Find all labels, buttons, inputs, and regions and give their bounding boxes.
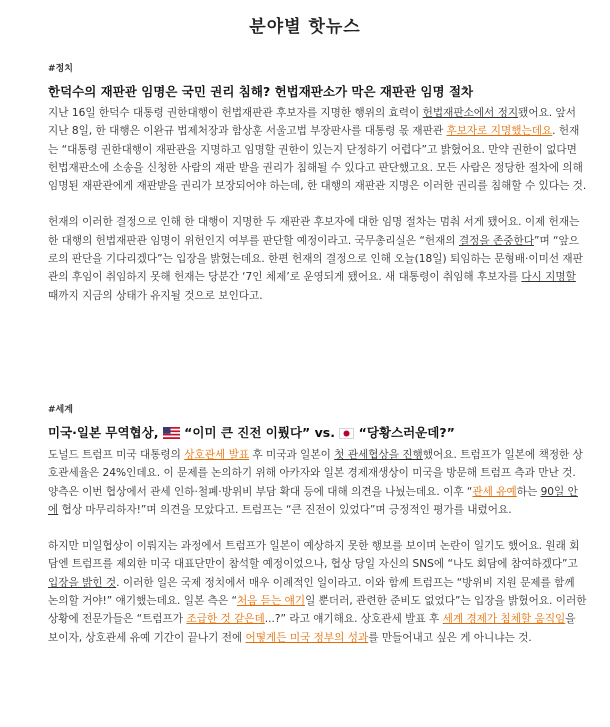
text-run: 헌재의 이러한 결정으로 인해 한 대행이 지명한 두 재판관 후보자에 대한 임명 절차는 멈춰 서게 됐어요. 이제 헌재는 한 대행의 헌법재판관 임명이 위헌인지 여부를 판단할 예정이라고. 국무총리실은 “헌재의 (48, 216, 580, 247)
section-world (48, 402, 588, 647)
text-run: 하지만 미일협상이 이뤄지는 과정에서 트럼프가 일본이 예상하지 못한 행보를 보이며 논란이 일기도 했어요. 원래 회담엔 트럼프를 제외한 미국 대표단만이 참석할 예정이었으나, 협상 당일 자신의 SNS에 “나도 회담에 참여하겠다”고 (48, 540, 580, 571)
text-run: 도널드 트럼프 미국 대통령의 (48, 449, 185, 461)
text-run: 하는 (516, 485, 541, 498)
section-politics (48, 61, 588, 305)
article-link[interactable]: 90일 안에 (48, 485, 578, 516)
text-run: 일 뿐더러, 관련한 준비도 없었다”는 입장을 밝혔어요. 이러한 상황에 전문가들은 “트럼프가 (48, 595, 587, 626)
article-link[interactable]: 결정을 존중한다 (458, 234, 534, 247)
article-headline (48, 423, 588, 442)
text-run: . 헌재는 “대통령 권한대행이 재판관을 지명하고 임명할 권한이 있는지 단정하기 어렵다”고 밝혔어요. 만약 권한이 없다면 헌법재판소에 소송을 신청한 사람의 재판 받을 권리가 침해될 수 있다고 판단했고요. 모든 사람은 정당한 절차에 의해 임명된 재판관에게 재판받을 권리가 보장되어야 하는데, 한 대행의 재판관 지명은 이러한 권리를 침해할 수 있다는 것. (48, 125, 587, 193)
highlight-link[interactable]: 세계 경제가 침체할 움직임 (442, 613, 566, 626)
text-run: 했어요. 트럼프가 일본에 책정한 상호관세율은 24%인데요. 이 문제를 논의하기 위해 아카자와 일본 경제재생상이 미국을 방문해 트럼프 측과 만난 것. 양측은 이번 협상에서 관세 인하·철폐·방위비 부담 확대 등에 대해 의견을 나눴는데요. 이후 “ (48, 449, 583, 498)
text-run: 지난 16일 한덕수 대통령 권한대행이 헌법재판관 후보자를 지명한 행위의 효력이 (48, 107, 423, 119)
text-run: ...?” 라고 얘기해요. 상호관세 발표 후 (264, 613, 443, 626)
highlight-link[interactable]: 상호관세 발표 (184, 449, 250, 461)
text-run: 를 만들어내고 싶은 게 아니냐는 것. (368, 631, 532, 644)
japan-flag-icon (339, 427, 354, 442)
article-link[interactable]: 다시 지명할 (521, 271, 576, 284)
section-tag: #정치 (48, 64, 73, 74)
article-paragraph (48, 213, 588, 304)
text-run: 협상 마무리하자!”며 의견을 모았다고. 트럼프는 “큰 진전이 있었다”며 긍정적인 평가를 내렸어요. (58, 503, 512, 516)
article-link[interactable]: 첫 관세협상을 진행 (334, 449, 423, 461)
us-flag-icon (163, 427, 180, 442)
highlight-link[interactable]: 어떻게든 미국 정부의 성과 (245, 631, 369, 644)
text-run: 을 보이자, 상호관세 유예 기간이 끝나기 전에 (48, 613, 576, 644)
highlight-link[interactable]: 조급한 것 같은데 (186, 613, 265, 626)
highlight-link[interactable]: 관세 유예 (472, 485, 517, 498)
text-run: 후 미국과 일본이 (249, 449, 335, 461)
article-headline: 한덕수의 재판관 임명은 국민 권리 침해? 헌법재판소가 막은 재판관 임명 절차 (48, 84, 474, 99)
highlight-link[interactable]: 후보자로 지명했는데요 (446, 125, 553, 138)
highlight-link[interactable]: 처음 듣는 얘기 (236, 595, 306, 608)
text-run: 됐어요. 앞서 지난 8일, 한 대행은 이완규 법제처장과 함상훈 서울고법 부장판사를 대통령 몫 재판관 (48, 107, 577, 138)
article-link[interactable]: 헌법재판소에서 정지 (422, 107, 519, 119)
article-paragraph (48, 104, 588, 195)
text-run: ”며 “앞으로의 판단을 기다리겠다”는 입장을 밝혔는데요. 한편 헌재의 결정으로 인해 오늘(18일) 퇴임하는 문형배·이미선 재판관의 후임이 취임하지 못해 헌재는 당분간 ‘7인 체제’로 운영되게 됐어요. 새 대통령이 취임해 후보자를 (48, 234, 583, 284)
text-run: 때까지 지금의 상태가 유지될 것으로 보인다고. (48, 289, 263, 302)
headline-text: “당황스러운데?” (354, 425, 455, 440)
text-run: . 이러한 일은 국제 정치에서 매우 이례적인 일이라고. 이와 함께 트럼프는 “방위비 지원 문제를 함께 논의할 거야!” 얘기했는데요. 일본 측은 “ (48, 576, 575, 608)
article-paragraph (48, 537, 588, 647)
section-tag: #세계 (48, 405, 73, 415)
page-title: 분야별 핫뉴스 (249, 17, 361, 37)
article-link[interactable]: 입장을 밝힌 것 (48, 576, 117, 589)
headline-text: “이미 큰 진전 이뤘다” vs. (179, 425, 340, 440)
headline-text: 미국·일본 무역협상, (48, 425, 163, 440)
article-paragraph (48, 446, 588, 519)
